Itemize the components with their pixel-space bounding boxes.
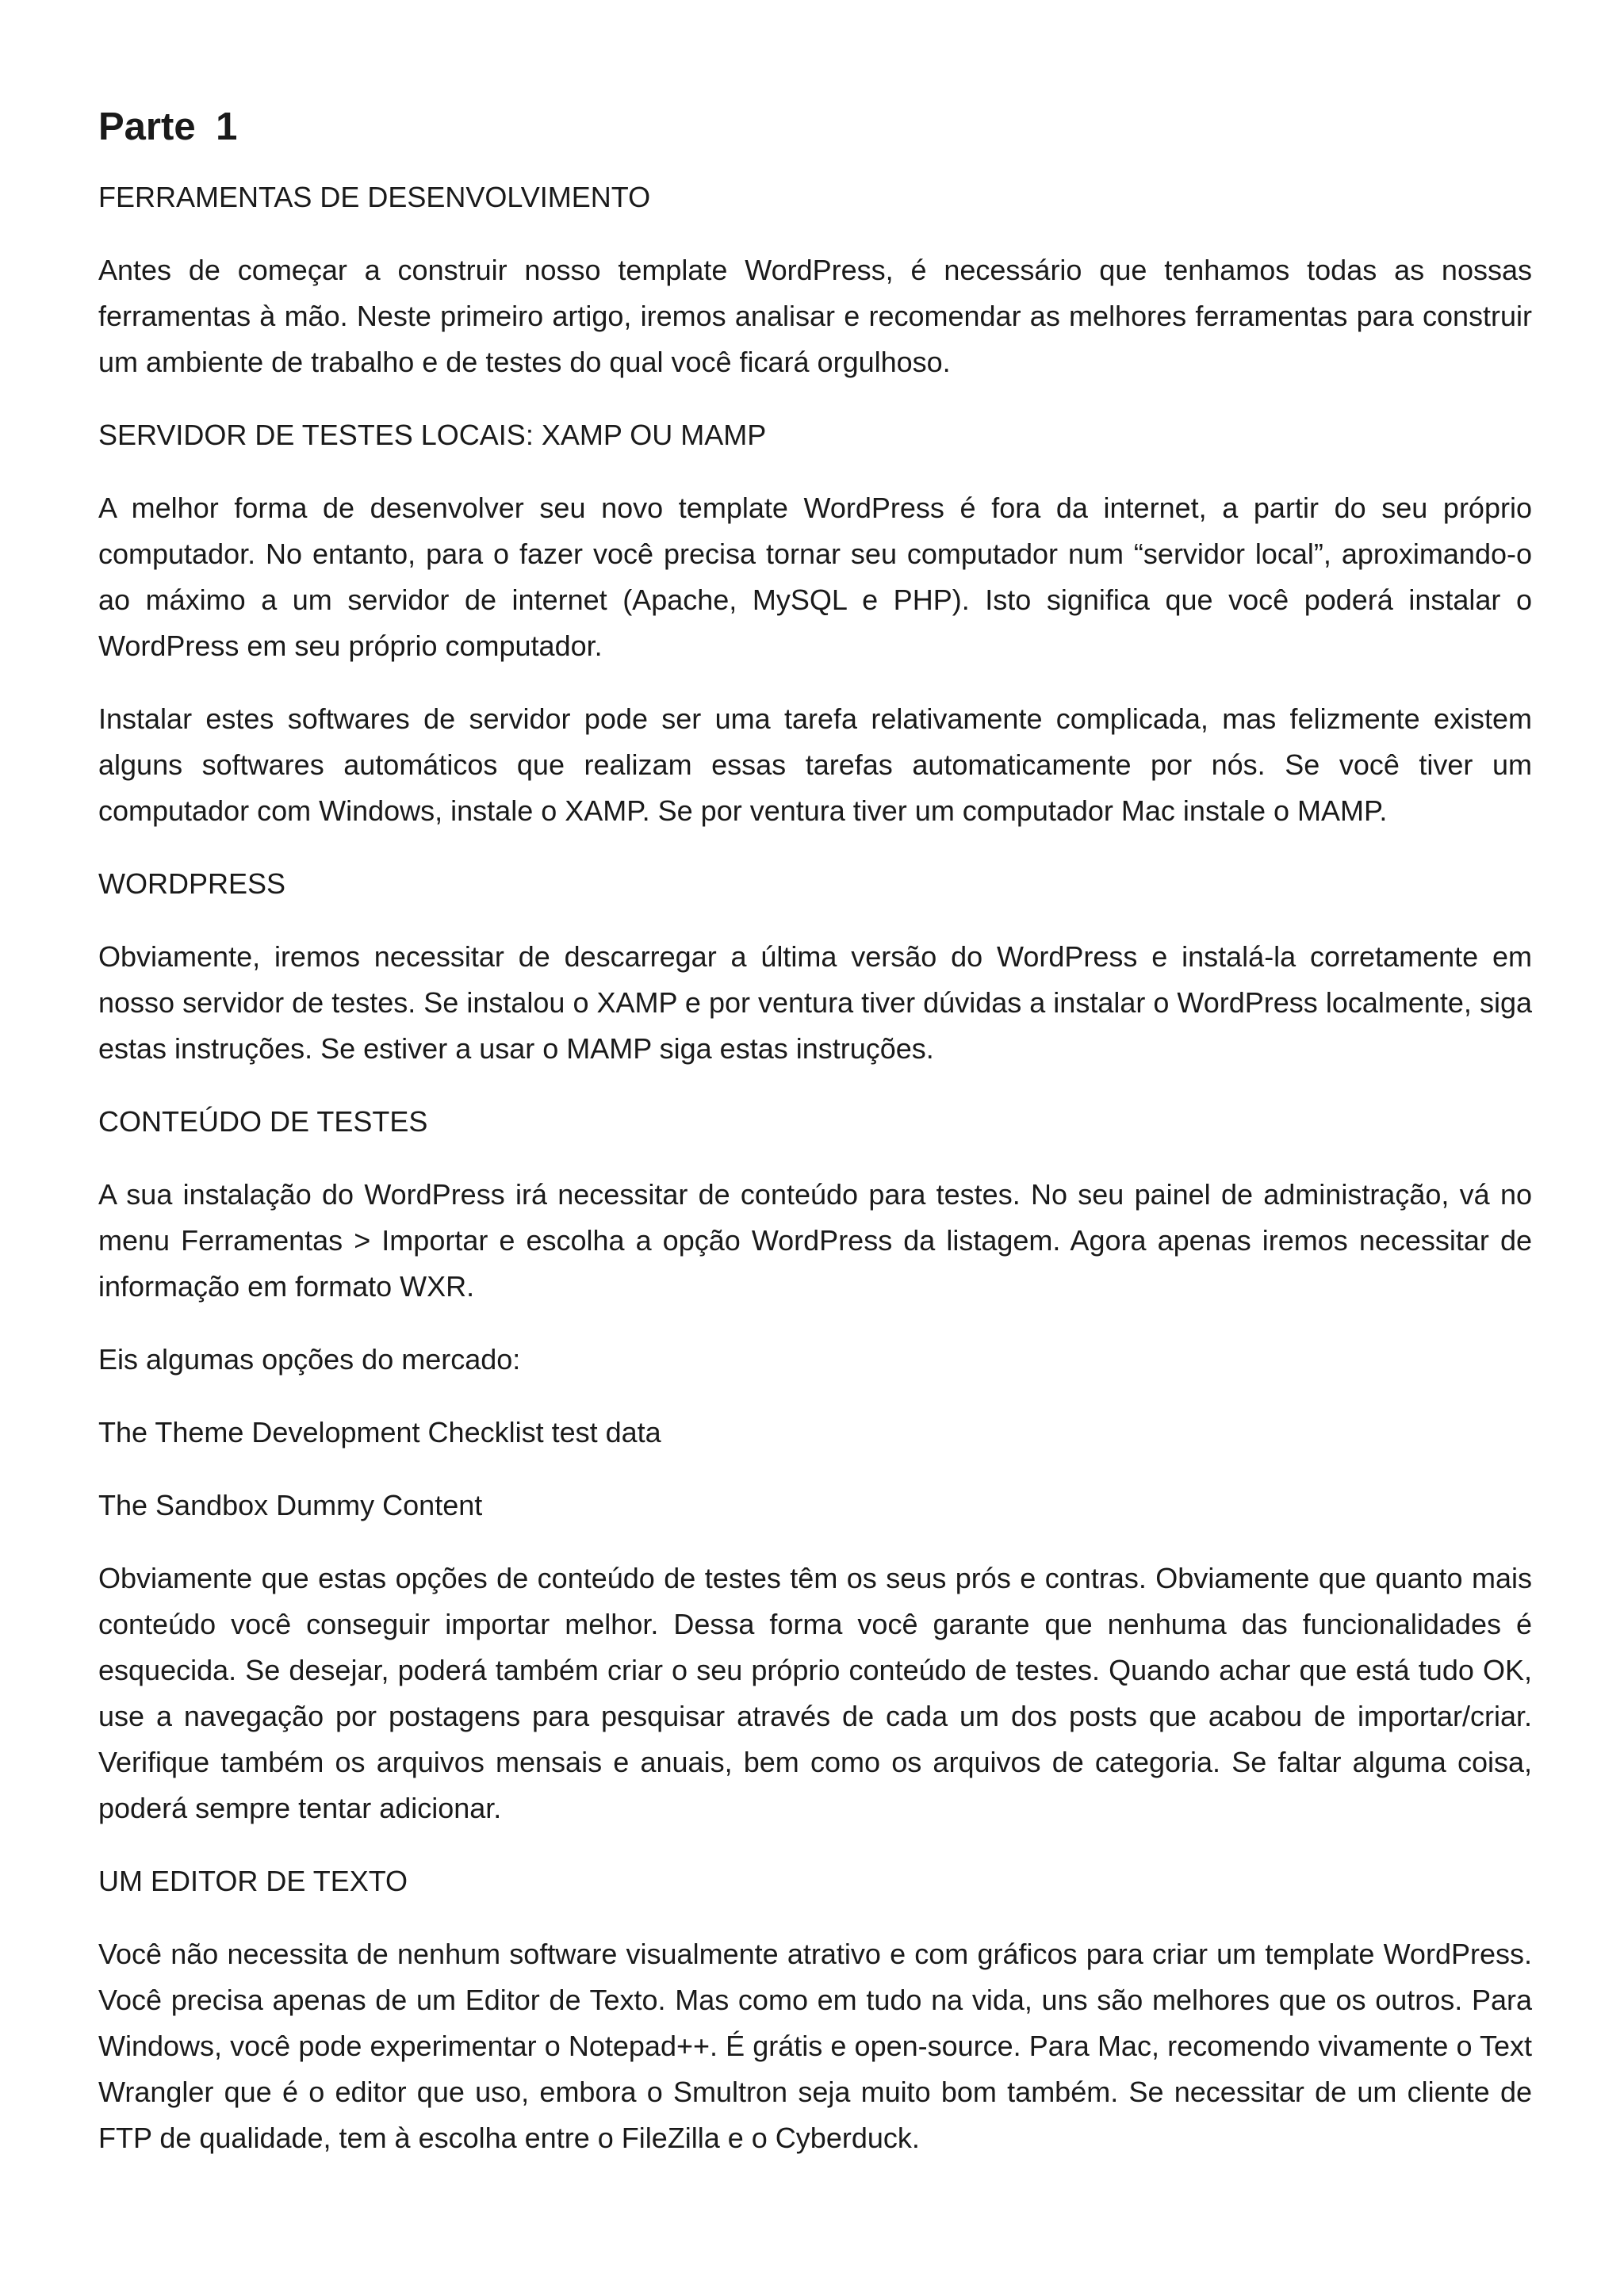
paragraph-conteudo-testes: Obviamente que estas opções de conteúdo de testes têm os seus prós e contras. Obviamente que quanto mais conteúdo você conseguir importar melhor. Dessa forma você garante que nenhuma das funcionalidades é esquecida. Se desejar, poderá também criar o seu próprio conteúdo de testes. Quando achar que está tudo OK, use a navegação por postagens para pesquisar através de cada um dos posts que acabou de importar/criar. Verifique também os arquivos mensais e anuais, bem como os arquivos de categoria. Se faltar alguma coisa, poderá sempre tentar adicionar. — [98, 1562, 1532, 1824]
list-item-checklist: The Theme Development Checklist test data — [98, 1416, 661, 1448]
section-heading-editor: UM EDITOR DE TEXTO — [98, 1865, 408, 1897]
paragraph-conteudo: A sua instalação do WordPress irá necessitar de conteúdo para testes. No seu painel de administração, vá no menu Ferramentas > Importar e escolha a opção WordPress da listagem. Agora apenas iremos necessitar de informação em formato WXR. — [98, 1178, 1532, 1303]
section-heading-servidor: SERVIDOR DE TESTES LOCAIS: XAMP OU MAMP — [98, 419, 767, 451]
section-heading-conteudo: CONTEÚDO DE TESTES — [98, 1105, 428, 1138]
paragraph-opcoes: Eis algumas opções do mercado: — [98, 1343, 521, 1376]
paragraph-servidor-1: A melhor forma de desenvolver seu novo template WordPress é fora da internet, a partir do seu próprio computador. No entanto, para o fazer você precisa tornar seu computador num “servidor local”, aproximando-o ao máximo a um servidor de internet (Apache, MySQL e PHP). Isto significa que você poderá instalar o WordPress em seu próprio computador. — [98, 492, 1532, 662]
section-heading-ferramentas: FERRAMENTAS DE DESENVOLVIMENTO — [98, 181, 651, 213]
paragraph-wordpress: Obviamente, iremos necessitar de descarregar a última versão do WordPress e instalá-la corretamente em nosso servidor de testes. Se instalou o XAMP e por ventura tiver dúvidas a instalar o WordPress localmente, siga estas instruções. Se estiver a usar o MAMP siga estas instruções. — [98, 940, 1532, 1065]
section-heading-wordpress: WORDPRESS — [98, 867, 286, 900]
list-item-sandbox: The Sandbox Dummy Content — [98, 1489, 483, 1521]
paragraph-servidor-2: Instalar estes softwares de servidor pode ser uma tarefa relativamente complicada, mas felizmente existem alguns softwares automáticos que realizam essas tarefas automaticamente por nós. Se você tiver um computador com Windows, instale o XAMP. Se por ventura tiver um computador Mac instale o MAMP. — [98, 702, 1532, 827]
document-page — [98, 95, 1532, 2188]
page-title: Parte 1 — [98, 105, 238, 148]
paragraph-editor: Você não necessita de nenhum software visualmente atrativo e com gráficos para criar um template WordPress. Você precisa apenas de um Editor de Texto. Mas como em tudo na vida, uns são melhores que os outros. Para Windows, você pode experimentar o Notepad++. É grátis e open-source. Para Mac, recomendo vivamente o Text Wrangler que é o editor que uso, embora o Smultron seja muito bom também. Se necessitar de um cliente de FTP de qualidade, tem à escolha entre o FileZilla e o Cyberduck. — [98, 1938, 1532, 2154]
paragraph-intro: Antes de começar a construir nosso template WordPress, é necessário que tenhamos todas as nossas ferramentas à mão. Neste primeiro artigo, iremos analisar e recomendar as melhores ferramentas para construir um ambiente de trabalho e de testes do qual você ficará orgulhoso. — [98, 254, 1532, 378]
